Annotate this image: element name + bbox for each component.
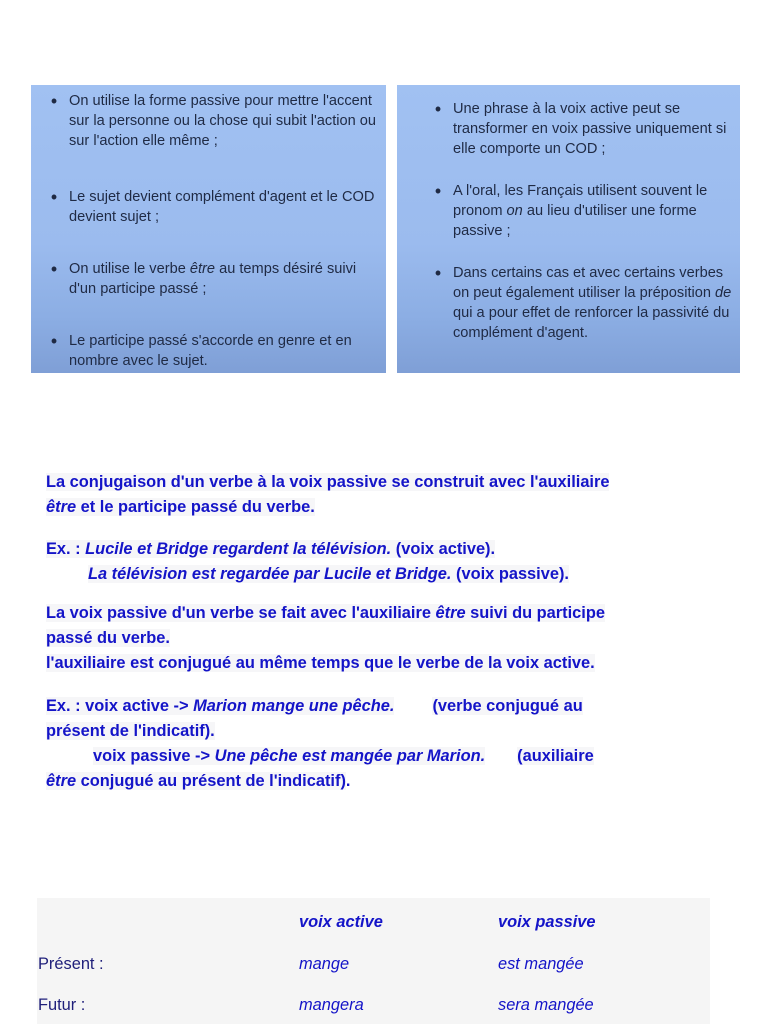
intro-paragraph: La conjugaison d'un verbe à la voix passive se construit avec l'auxiliaire être et le participe passé du verbe.: [46, 473, 610, 516]
bullet-dot-icon: •: [434, 99, 442, 119]
bullet-dot-icon: •: [434, 263, 442, 283]
right-bullet-2: • A l'oral, les Français utilisent souvent le pronom on au lieu d'utiliser une forme passive ;: [423, 181, 734, 241]
bullet-dot-icon: •: [50, 331, 58, 351]
cell-futur-passive: sera mangée: [498, 996, 594, 1014]
right-bullet-1: • Une phrase à la voix active peut se transformer en voix passive uniquement si elle comporte un COD ;: [423, 99, 734, 159]
left-bullet-1: • On utilise la forme passive pour mettre l'accent sur la personne ou la chose qui subit l'action ou sur l'action elle même ;: [39, 91, 380, 151]
example-2: Ex. : voix active -> Marion mange une pêche. (verbe conjugué au présent de l'indicatif). voix passive -> Une pêche est mangée par Marion. (auxiliaire être conjugué au présent de l'indicatif).: [46, 697, 594, 790]
bullet-dot-icon: •: [50, 187, 58, 207]
left-bullet-3: • On utilise le verbe être au temps désiré suivi d'un participe passé ;: [39, 259, 380, 299]
cell-present-active: mange: [299, 955, 350, 973]
header-voix-active: voix active: [299, 913, 383, 931]
bullet-dot-icon: •: [434, 181, 442, 201]
row-label-present: Présent :: [38, 955, 104, 973]
bullet-dot-icon: •: [50, 259, 58, 279]
left-bullet-2: • Le sujet devient complément d'agent et le COD devient sujet ;: [39, 187, 380, 227]
cell-futur-active: mangera: [299, 996, 364, 1014]
header-voix-passive: voix passive: [498, 913, 596, 931]
left-info-panel: [31, 85, 386, 373]
conjugation-table: [37, 898, 710, 1024]
right-info-panel: [397, 85, 740, 373]
row-label-futur: Futur :: [38, 996, 86, 1014]
cell-present-passive: est mangée: [498, 955, 584, 973]
left-bullet-4: • Le participe passé s'accorde en genre et en nombre avec le sujet.: [39, 331, 380, 371]
rule-paragraph: La voix passive d'un verbe se fait avec l'auxiliaire être suivi du participe passé du verbe. l'auxiliaire est conjugué au même temps que le verbe de la voix active.: [46, 604, 605, 672]
bullet-dot-icon: •: [50, 91, 58, 111]
example-1: Ex. : Lucile et Bridge regardent la télévision. (voix active). La télévision est regardée par Lucile et Bridge. (voix passive).: [46, 540, 569, 583]
right-bullet-3: • Dans certains cas et avec certains verbes on peut également utiliser la préposition de qui a pour effet de renforcer la passivité du complément d'agent.: [423, 263, 734, 343]
